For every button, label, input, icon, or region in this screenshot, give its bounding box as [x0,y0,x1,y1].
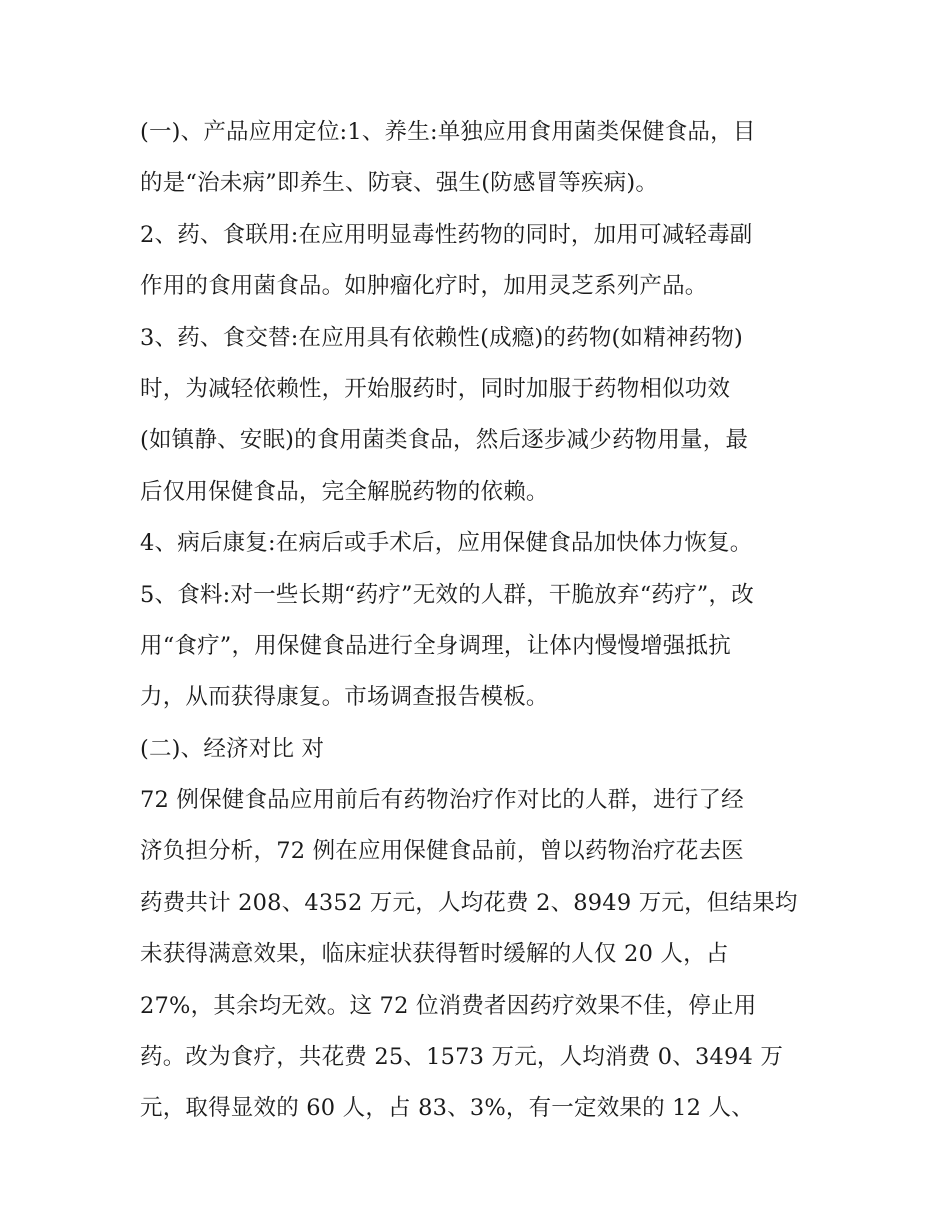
text-line: 用“食疗”，用保健食品进行全身调理，让体内慢慢增强抵抗 [140,632,731,659]
text-line: 3、药、食交替:在应用具有依赖性(成瘾)的药物(如精神药物) [140,324,744,351]
text-line: (如镇静、安眠)的食用菌类食品，然后逐步减少药物用量，最 [140,427,749,454]
text-line: 力，从而获得康复。市场调查报告模板。 [140,684,549,711]
text-line: 未获得满意效果，临床症状获得暂时缓解的人仅 20 人，占 [140,941,729,968]
text-line: 济负担分析，72 例在应用保健食品前，曾以药物治疗花去医 [140,838,744,865]
text-line: 2、药、食联用:在应用明显毒性药物的同时，加用可减轻毒副 [140,221,753,248]
text-line: 27%，其余均无效。这 72 位消费者因药疗效果不佳，停止用 [140,992,757,1019]
section-heading: (二)、经济对比 对 [140,735,325,762]
document-body [140,107,820,1135]
text-line: 作用的食用菌食品。如肿瘤化疗时，加用灵芝系列产品。 [140,273,708,300]
text-line: 药。改为食疗，共花费 25、1573 万元，人均消费 0、3494 万 [140,1044,784,1071]
text-line: 5、食料:对一些长期“药疗”无效的人群，干脆放弃“药疗”，改 [140,581,754,608]
text-line: 4、病后康复:在病后或手术后，应用保健食品加快体力恢复。 [140,530,753,557]
text-line: 时，为减轻依赖性，开始服药时，同时加服于药物相似功效 [140,375,731,402]
text-line: 药费共计 208、4352 万元，人均花费 2、8949 万元，但结果均 [140,889,798,916]
text-line: 元，取得显效的 60 人，占 83、3%，有一定效果的 12 人、 [140,1095,754,1122]
text-line: 的是“治未病”即养生、防衰、强生(防感冒等疾病)。 [140,170,659,197]
text-line: 后仅用保健食品，完全解脱药物的依赖。 [140,478,549,505]
text-line: 72 例保健食品应用前后有药物治疗作对比的人群，进行了经 [140,787,744,814]
text-line: (一)、产品应用定位:1、养生:单独应用食用菌类保健食品，目 [140,119,756,145]
